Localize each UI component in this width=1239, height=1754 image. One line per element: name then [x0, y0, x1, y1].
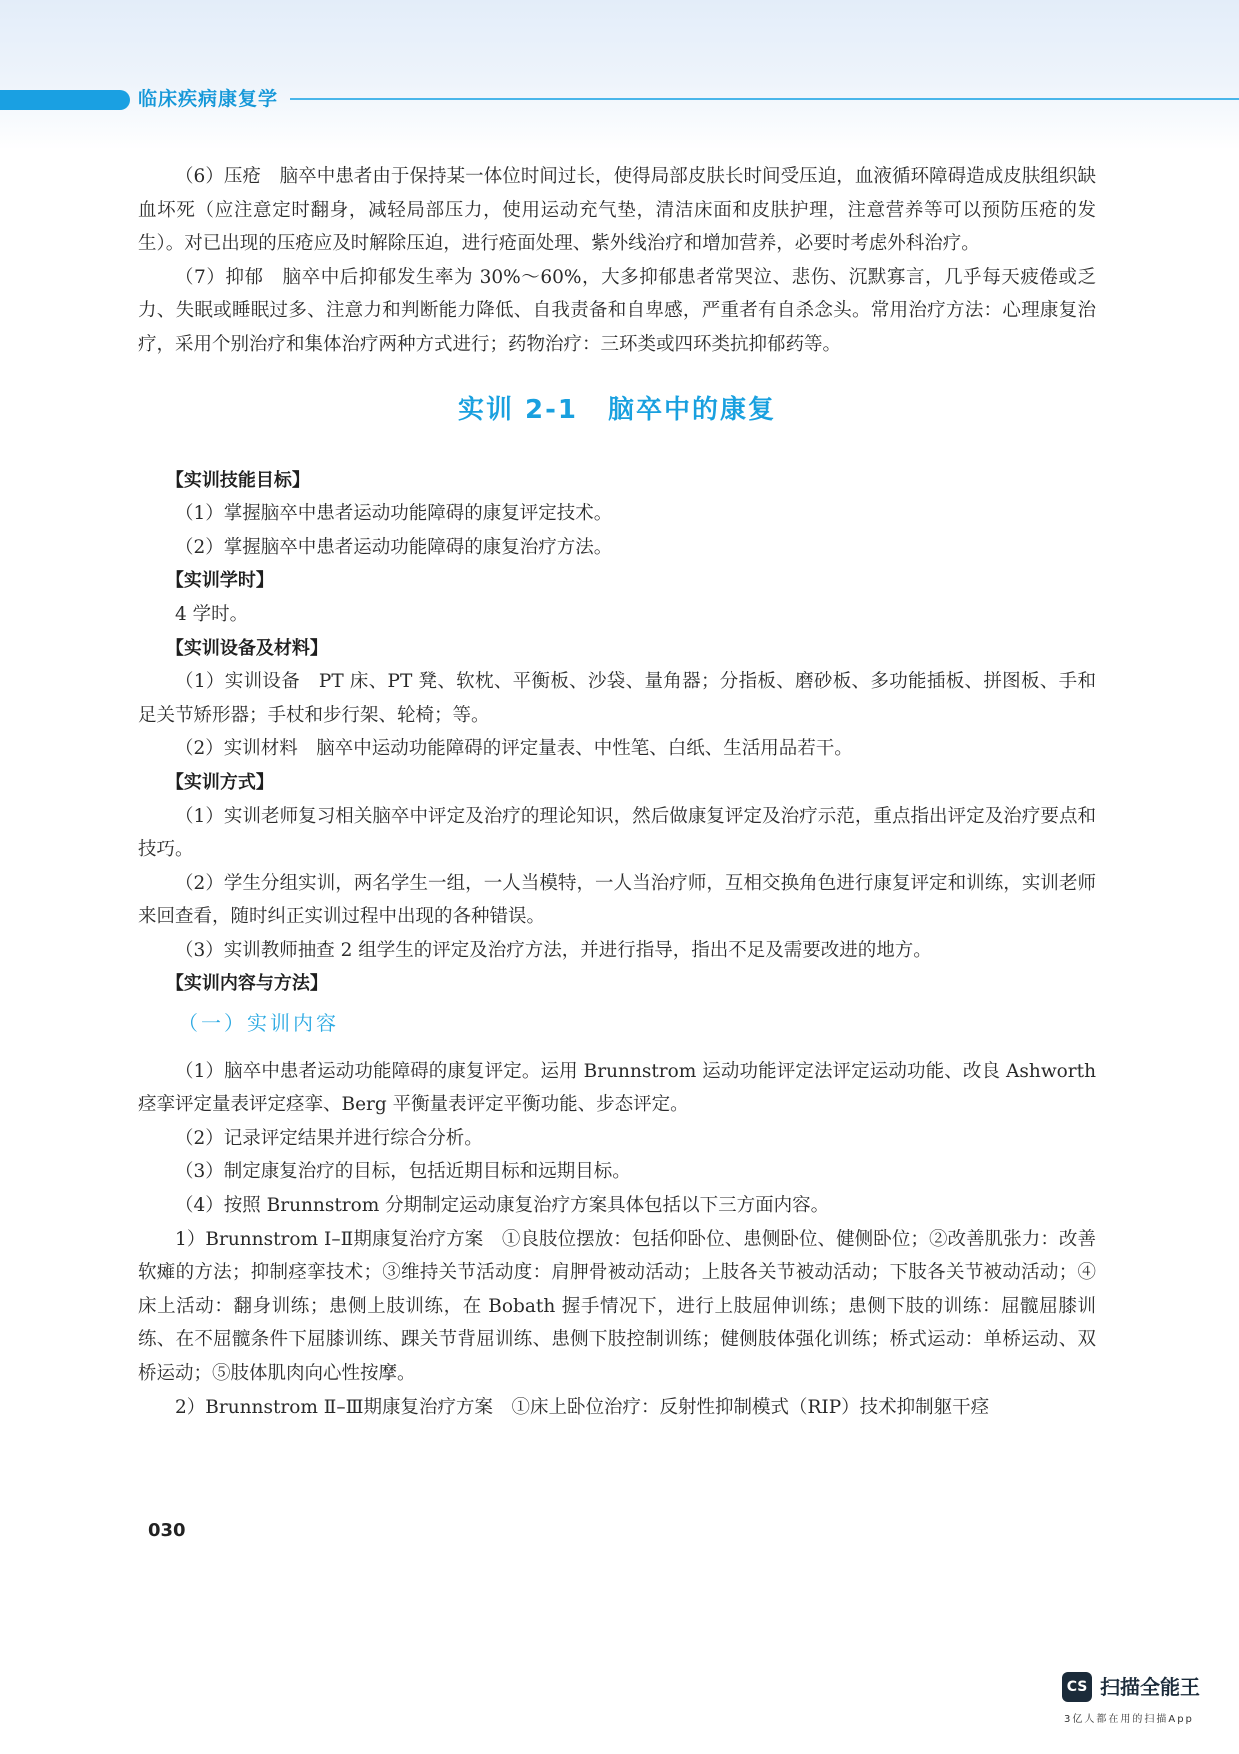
page-header-band [0, 0, 1239, 150]
list-item: （2）学生分组实训，两名学生一组，一人当模特，一人当治疗师，互相交换角色进行康复评定和训练，实训老师来回查看，随时纠正实训过程中出现的各种错误。 [138, 872, 1096, 928]
header-rule [290, 98, 1239, 100]
list-item: （2）掌握脑卒中患者运动功能障碍的康复治疗方法。 [175, 536, 613, 558]
list-item: （4）按照 Brunnstrom 分期制定运动康复治疗方案具体包括以下三方面内容。 [175, 1195, 830, 1217]
watermark-slogan: 3亿人都在用的扫描App [1064, 1714, 1194, 1725]
list-item: （3）实训教师抽查 2 组学生的评定及治疗方法，并进行指导，指出不足及需要改进的地方。 [175, 939, 932, 961]
label-content-method: 【实训内容与方法】 [165, 973, 328, 995]
list-item: （2）实训材料 脑卒中运动功能障碍的评定量表、中性笔、白纸、生活用品若干。 [175, 738, 853, 760]
page-body [138, 160, 1096, 1424]
camscanner-logo-icon: CS [1062, 1672, 1092, 1702]
paragraph-pressure-sore: （6）压疮 脑卒中患者由于保持某一体位时间过长，使得局部皮肤长时间受压迫，血液循环障碍造成皮肤组织缺血坏死（应注意定时翻身，减轻局部压力，使用运动充气垫，清洁床面和皮肤护理，注意营养等可以预防压疮的发生）。对已出现的压疮应及时解除压迫，进行疮面处理、紫外线治疗和增加营养，必要时考虑外科治疗。 [138, 166, 1096, 255]
scanner-watermark [1062, 1672, 1232, 1744]
label-skills: 【实训技能目标】 [165, 469, 310, 491]
section-name: 脑卒中的康复 [608, 394, 777, 425]
section-number: 实训 2-1 [457, 394, 578, 425]
list-item: （1）脑卒中患者运动功能障碍的康复评定。运用 Brunnstrom 运动功能评定法评定运动功能、改良 Ashworth 痉挛评定量表评定痉挛、Berg 平衡量表评定平衡功能、步态评定。 [138, 1060, 1096, 1116]
list-item: （1）实训老师复习相关脑卒中评定及治疗的理论知识，然后做康复评定及治疗示范，重点指出评定及治疗要点和技巧。 [138, 805, 1096, 861]
subheading-content: （一）实训内容 [178, 1011, 339, 1036]
label-method: 【实训方式】 [165, 771, 274, 793]
header-tab-marker [0, 90, 130, 110]
page-number: 030 [148, 1520, 186, 1541]
list-item: （2）记录评定结果并进行综合分析。 [175, 1127, 483, 1149]
paragraph-depression: （7）抑郁 脑卒中后抑郁发生率为 30%～60%，大多抑郁患者常哭泣、悲伤、沉默寡言，几乎每天疲倦或乏力、失眠或睡眠过多、注意力和判断能力降低、自我责备和自卑感，严重者有自杀念头。常用治疗方法：心理康复治疗，采用个别治疗和集体治疗两种方式进行；药物治疗：三环类或四环类抗抑郁药等。 [138, 266, 1096, 355]
list-item: （3）制定康复治疗的目标，包括近期目标和远期目标。 [175, 1161, 631, 1183]
hours-text: 4 学时。 [175, 603, 249, 625]
label-equipment: 【实训设备及材料】 [165, 637, 328, 659]
list-item: （1）掌握脑卒中患者运动功能障碍的康复评定技术。 [175, 503, 613, 525]
label-hours: 【实训学时】 [165, 570, 274, 592]
list-item: 1）Brunnstrom Ⅰ–Ⅱ期康复治疗方案 ①良肢位摆放：包括仰卧位、患侧卧位、健侧卧位；②改善肌张力：改善软瘫的方法；抑制痉挛技术；③维持关节活动度：肩胛骨被动活动；上肢各关节被动活动；下肢各关节被动活动；④床上活动：翻身训练；患侧上肢训练，在 Bobath 握手情况下，进行上肢屈伸训练；患侧下肢的训练：屈髋屈膝训练、在不屈髋条件下屈膝训练、踝关节背屈训练、患侧下肢控制训练；健侧肢体强化训练；桥式运动：单桥运动、双桥运动；⑤肢体肌肉向心性按摩。 [138, 1228, 1096, 1384]
section-title [138, 390, 1096, 430]
list-item: （1）实训设备 PT 床、PT 凳、软枕、平衡板、沙袋、量角器；分指板、磨砂板、多功能插板、拼图板、手和足关节矫形器；手杖和步行架、轮椅；等。 [138, 671, 1096, 726]
watermark-name: 扫描全能王 [1100, 1675, 1200, 1699]
list-item: 2）Brunnstrom Ⅱ–Ⅲ期康复治疗方案 ①床上卧位治疗：反射性抑制模式（RIP）技术抑制躯干痉 [175, 1396, 990, 1418]
book-title: 临床疾病康复学 [138, 88, 279, 110]
